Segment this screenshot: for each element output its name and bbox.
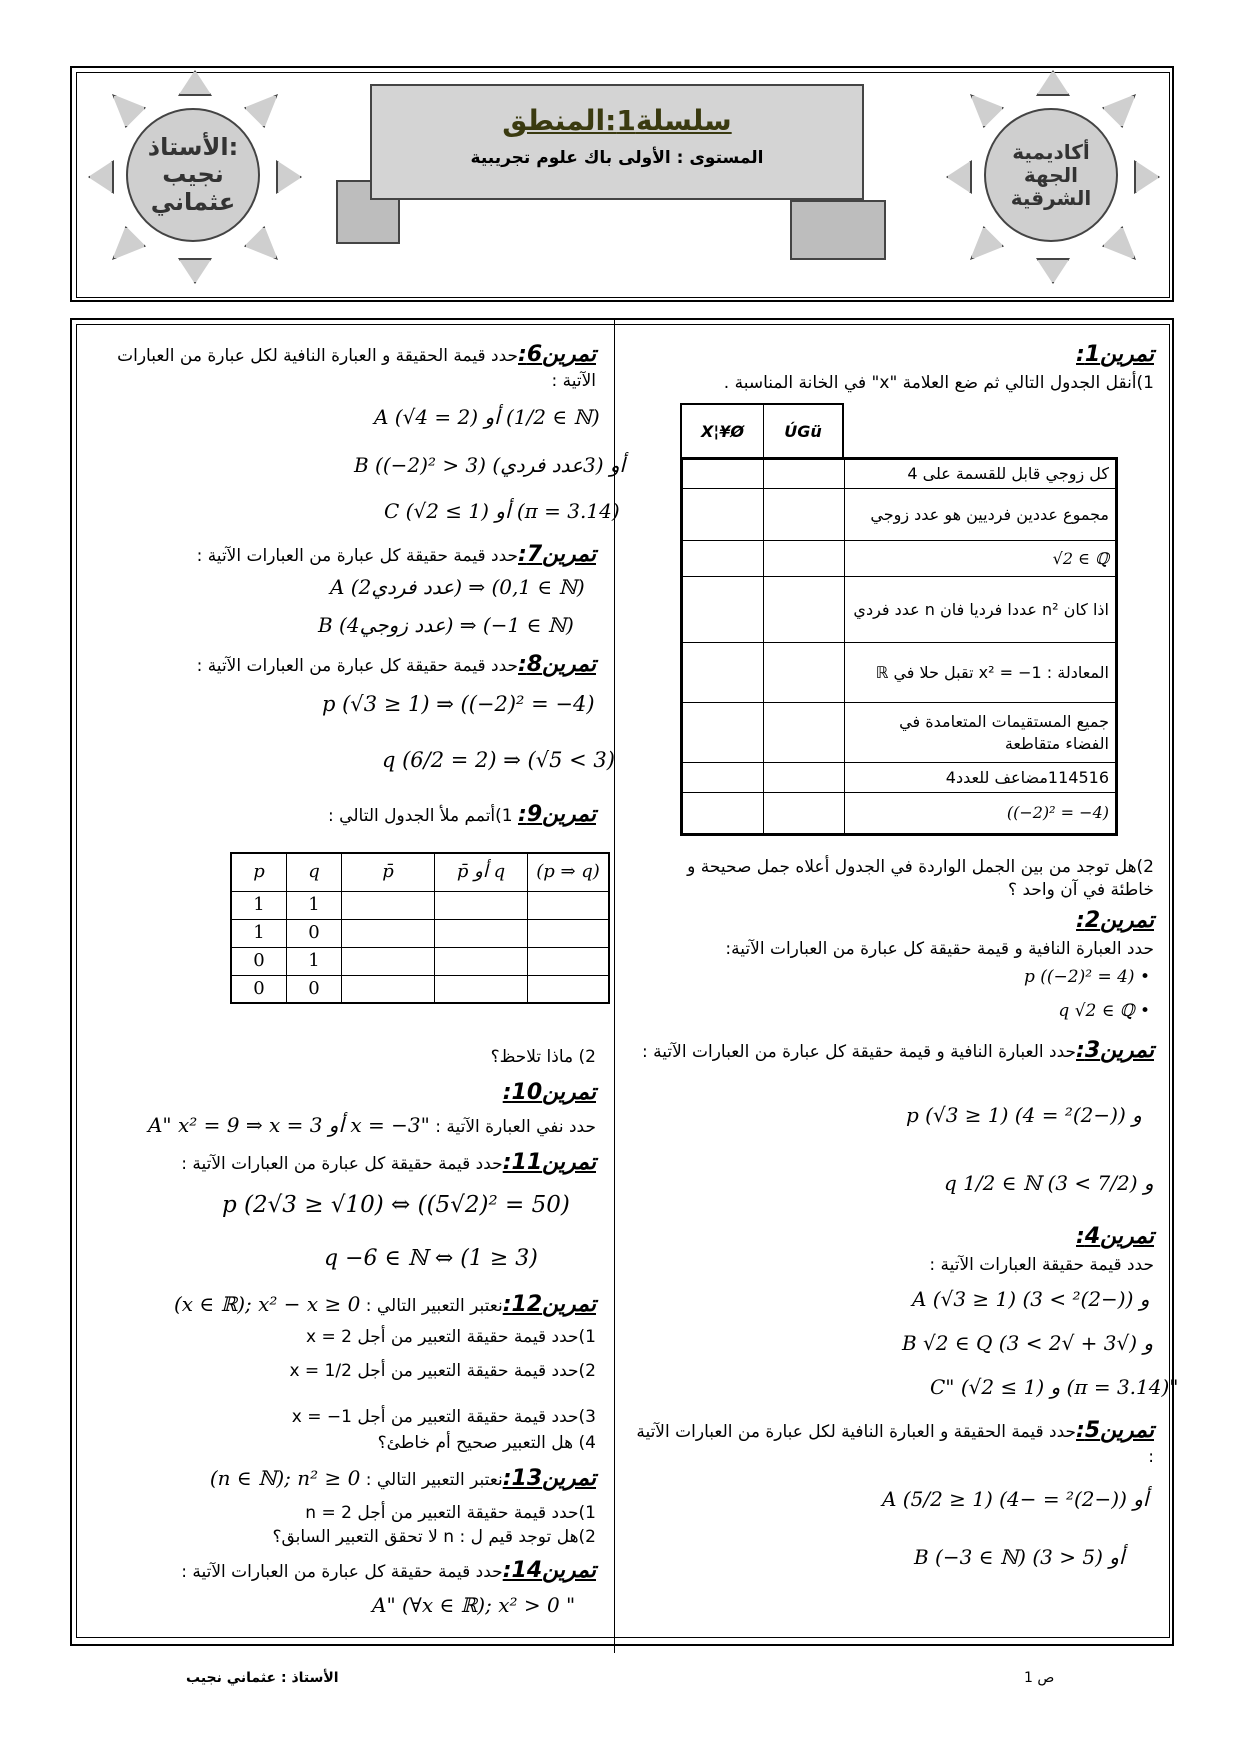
ex1-row1: كل زوجي قابل للقسمة على 4 [845, 459, 1117, 489]
ex1-row5: المعادلة : x² = −1 تقبل حلا في ℝ [845, 643, 1117, 703]
ex2-item-q: • q √2 ∈ ℚ [1058, 1001, 1150, 1021]
ex13-header [96, 1464, 596, 1494]
ex4-c: C" (√2 ≤ 1) و (π = 3.14)" [930, 1375, 1179, 1399]
ex10-line [96, 1112, 596, 1139]
ex11-title: تمرين11: [502, 1150, 596, 1175]
ex4-title: تمرين4: [1076, 1224, 1154, 1249]
ex1-cell[interactable] [682, 459, 764, 489]
ex9-cell[interactable] [435, 947, 528, 975]
ex9-header-p: p [231, 853, 287, 891]
ex9-cell: 1 [287, 891, 342, 919]
ex7-a: A (2عدد فردي) ⇒ (0,1 ∈ ℕ) [330, 575, 585, 599]
ex9-cell[interactable] [528, 975, 610, 1003]
ex6-c: C (√2 ≤ 1) أو (π = 3.14) [384, 499, 620, 523]
ex9-cell: 1 [231, 891, 287, 919]
ex1-cell[interactable] [764, 459, 845, 489]
ex7-title: تمرين7: [518, 542, 596, 567]
ex13-text: نعتبر التعبير التالي : [365, 1470, 503, 1490]
ex9-header-implies: (p ⇒ q) [528, 853, 610, 891]
ex6-b: B ((−2)² > 3) أو (3عدد فردي) [354, 453, 626, 477]
ex12-q3: 3)حدد قيمة حقيقة التعبير من أجل x = −1 [291, 1407, 596, 1427]
ex6-title: تمرين6: [518, 342, 596, 367]
ex2-item-p: • p ((−2)² = 4) [1024, 967, 1150, 987]
ex4-a: A (√3 ≥ 1) و ((−2)² > 3) [912, 1287, 1150, 1311]
ex1-cell[interactable] [764, 577, 845, 643]
ex9-table [230, 852, 610, 1004]
ex12-q1: 1)حدد قيمة حقيقة التعبير من أجل x = 2 [305, 1327, 596, 1347]
ex1-cell[interactable] [682, 577, 764, 643]
ex1-title: تمرين1: [1076, 342, 1154, 367]
ex4-b: B √2 ∈ Q و (√3 + √2 > 3) [902, 1331, 1154, 1355]
ex12-title: تمرين12: [502, 1292, 596, 1317]
ex9-cell[interactable] [528, 891, 610, 919]
ex9-header-q: q [287, 853, 342, 891]
ex1-cell[interactable] [764, 489, 845, 541]
ex6-block [96, 340, 596, 393]
ex12-q2: 2)حدد قيمة حقيقة التعبير من أجل x = 1/2 [289, 1361, 596, 1381]
series-title: سلسلة1:المنطق [502, 104, 732, 137]
ex9-cell: 0 [231, 975, 287, 1003]
ex1-header-false: ÚGü [763, 405, 842, 459]
ex13-title: تمرين13: [502, 1466, 596, 1491]
ex1-row4: اذا كان n² عددا فرديا فان n عدد فردي [845, 577, 1117, 643]
ex10-text: حدد نفي العبارة الآتية : [435, 1117, 596, 1137]
ex3-block [634, 1036, 1154, 1066]
ex9-header-not-p-or-q: p̄ أو q [435, 853, 528, 891]
ex1-cell[interactable] [682, 793, 764, 835]
right-badge [946, 70, 1156, 280]
ex1-cell[interactable] [682, 489, 764, 541]
ex1-header-true: X¦¥Ø [701, 422, 744, 442]
ex1-cell[interactable] [682, 643, 764, 703]
ex13-q1: 1)حدد قيمة حقيقة التعبير من أجل n = 2 [305, 1503, 596, 1523]
ex11-p: p (2√3 ≥ √10) ⇔ ((5√2)² = 50) [222, 1192, 570, 1218]
ex5-text: حدد قيمة الحقيقة و العبارة النافية لكل عبارة من العبارات الآتية : [636, 1422, 1154, 1467]
ex5-a: A (5/2 ≥ 1) أو ((−2)² = −4) [882, 1487, 1149, 1511]
ex1-cell[interactable] [764, 793, 845, 835]
ex3-title: تمرين3: [1076, 1038, 1154, 1063]
ex9-cell[interactable] [342, 919, 435, 947]
ex1-row3: √2 ∈ ℚ [845, 541, 1117, 577]
left-badge [88, 70, 298, 280]
ex12-header [96, 1290, 596, 1320]
ex10-math: A" x² = 9 ⇒ x = 3 أو x = −3" [147, 1113, 430, 1137]
ex9-cell: 1 [231, 919, 287, 947]
ex2-text: حدد العبارة النافية و قيمة حقيقة كل عبارة من العبارات الآتية: [725, 939, 1154, 959]
ex2-title: تمرين2: [1076, 908, 1154, 933]
footer-teacher: الأستاذ : عثماني نجيب [186, 1670, 339, 1686]
ex1-row7: 114516مضاعف للعدد4 [845, 763, 1117, 793]
ex11-q: q −6 ∈ ℕ ⇔ (1 ≥ 3) [324, 1246, 538, 1271]
ex14-text: حدد قيمة حقيقة كل عبارة من العبارات الآتية : [181, 1562, 503, 1582]
ex1-row2: مجموع عددين فرديين هو عدد زوجي [845, 489, 1117, 541]
ex1-table [680, 457, 1118, 836]
ex4-text: حدد قيمة حقيقة العبارات الآتية : [929, 1255, 1154, 1275]
ex14-block [96, 1556, 596, 1586]
ex1-row8: ((−2)² = −4) [845, 793, 1117, 835]
ex9-cell[interactable] [435, 919, 528, 947]
ex1-row6: جميع المستقيمات المتعامدة في الفضاء متقاطعة [845, 703, 1117, 763]
ex11-text: حدد قيمة حقيقة كل عبارة من العبارات الآتية : [181, 1154, 503, 1174]
academy-badge: أكاديمية الجهة الشرقية [984, 108, 1118, 242]
ex13-q2: 2)هل توجد قيم ل : n لا تحقق التعبير السابق؟ [272, 1527, 596, 1547]
ex7-b: B (4عدد زوجي) ⇒ (−1 ∈ ℕ) [318, 613, 574, 637]
ex9-cell[interactable] [528, 947, 610, 975]
title-banner [370, 84, 864, 200]
ex1-cell[interactable] [764, 763, 845, 793]
ex1-question1: 1)أنقل الجدول التالي ثم ضع العلامة "x" في الخانة المناسبة . [723, 373, 1154, 393]
ex8-text: حدد قيمة حقيقة كل عبارة من العبارات الآتية : [196, 656, 519, 676]
ex9-title: تمرين9: [518, 802, 596, 827]
footer-page-number: ص 1 [1024, 1670, 1055, 1686]
ex9-cell[interactable] [435, 975, 528, 1003]
ex12-math: (x ∈ ℝ); x² − x ≥ 0 [173, 1292, 361, 1316]
ex9-question2: 2) ماذا تلاحظ؟ [490, 1047, 596, 1067]
ex9-cell[interactable] [342, 891, 435, 919]
ex9-cell[interactable] [342, 947, 435, 975]
ex9-text: 1)أتمم ملأ الجدول التالي : [328, 806, 519, 826]
ex6-a: A (√4 = 2) أو (1/2 ∈ ℕ) [374, 405, 600, 429]
ex3-p: p (√3 ≥ 1) و ((−2)² = 4) [906, 1103, 1142, 1127]
ex9-cell[interactable] [528, 919, 610, 947]
ex1-cell[interactable] [764, 703, 845, 763]
ex1-cell[interactable] [682, 763, 764, 793]
ex11-block [96, 1148, 596, 1178]
ex8-p: p (√3 ≥ 1) ⇒ ((−2)² = −4) [322, 692, 595, 716]
ex9-cell[interactable] [435, 891, 528, 919]
ex9-cell[interactable] [342, 975, 435, 1003]
ex3-text: حدد العبارة النافية و قيمة حقيقة كل عبارة من العبارات الآتية : [642, 1042, 1077, 1062]
ex12-q4: 4) هل التعبير صحيح أم خاطئ؟ [377, 1433, 596, 1453]
ex1-cell[interactable] [764, 643, 845, 703]
ex14-math: A" (∀x ∈ ℝ); x² > 0 " [372, 1593, 576, 1617]
ex9-block [96, 800, 596, 830]
ex8-q: q (6/2 = 2) ⇒ (√5 < 3) [382, 748, 615, 772]
ex7-text: حدد قيمة حقيقة كل عبارة من العبارات الآتية : [196, 546, 519, 566]
ex9-cell: 0 [287, 919, 342, 947]
ex1-table-header [680, 403, 844, 459]
ex9-header-not-p: p̄ [342, 853, 435, 891]
ex8-title: تمرين8: [518, 652, 596, 677]
ex14-title: تمرين14: [502, 1558, 596, 1583]
ex5-title: تمرين5: [1076, 1418, 1154, 1443]
ex3-q: q 1/2 ∈ ℕ و (7/2 > 3) [944, 1171, 1154, 1195]
ex8-block [96, 650, 596, 680]
ex12-text: نعتبر التعبير التالي : [365, 1296, 503, 1316]
ex13-math: (n ∈ ℕ); n² ≥ 0 [209, 1466, 361, 1490]
teacher-name-badge: الأستاذ: نجيب عثماني [126, 108, 260, 242]
level-subtitle: المستوى : الأولى باك علوم تجريبية [470, 148, 764, 168]
banner-fold-right [790, 200, 886, 260]
ex1-cell[interactable] [682, 703, 764, 763]
ex1-cell[interactable] [764, 541, 845, 577]
ex7-block [96, 540, 596, 570]
ex9-cell: 0 [231, 947, 287, 975]
ex10-title: تمرين10: [502, 1080, 596, 1105]
ex5-block [634, 1416, 1154, 1469]
ex1-cell[interactable] [682, 541, 764, 577]
ex9-cell: 0 [287, 975, 342, 1003]
ex5-b: B (−3 ∈ ℕ) أو (5 < 3) [914, 1545, 1125, 1569]
ex9-cell: 1 [287, 947, 342, 975]
ex1-question2: 2)هل توجد من بين الجمل الواردة في الجدول أعلاه جمل صحيحة و خاطئة في آن واحد ؟ [687, 857, 1154, 900]
ex6-text: حدد قيمة الحقيقة و العبارة النافية لكل عبارة من العبارات الآتية : [117, 346, 596, 391]
